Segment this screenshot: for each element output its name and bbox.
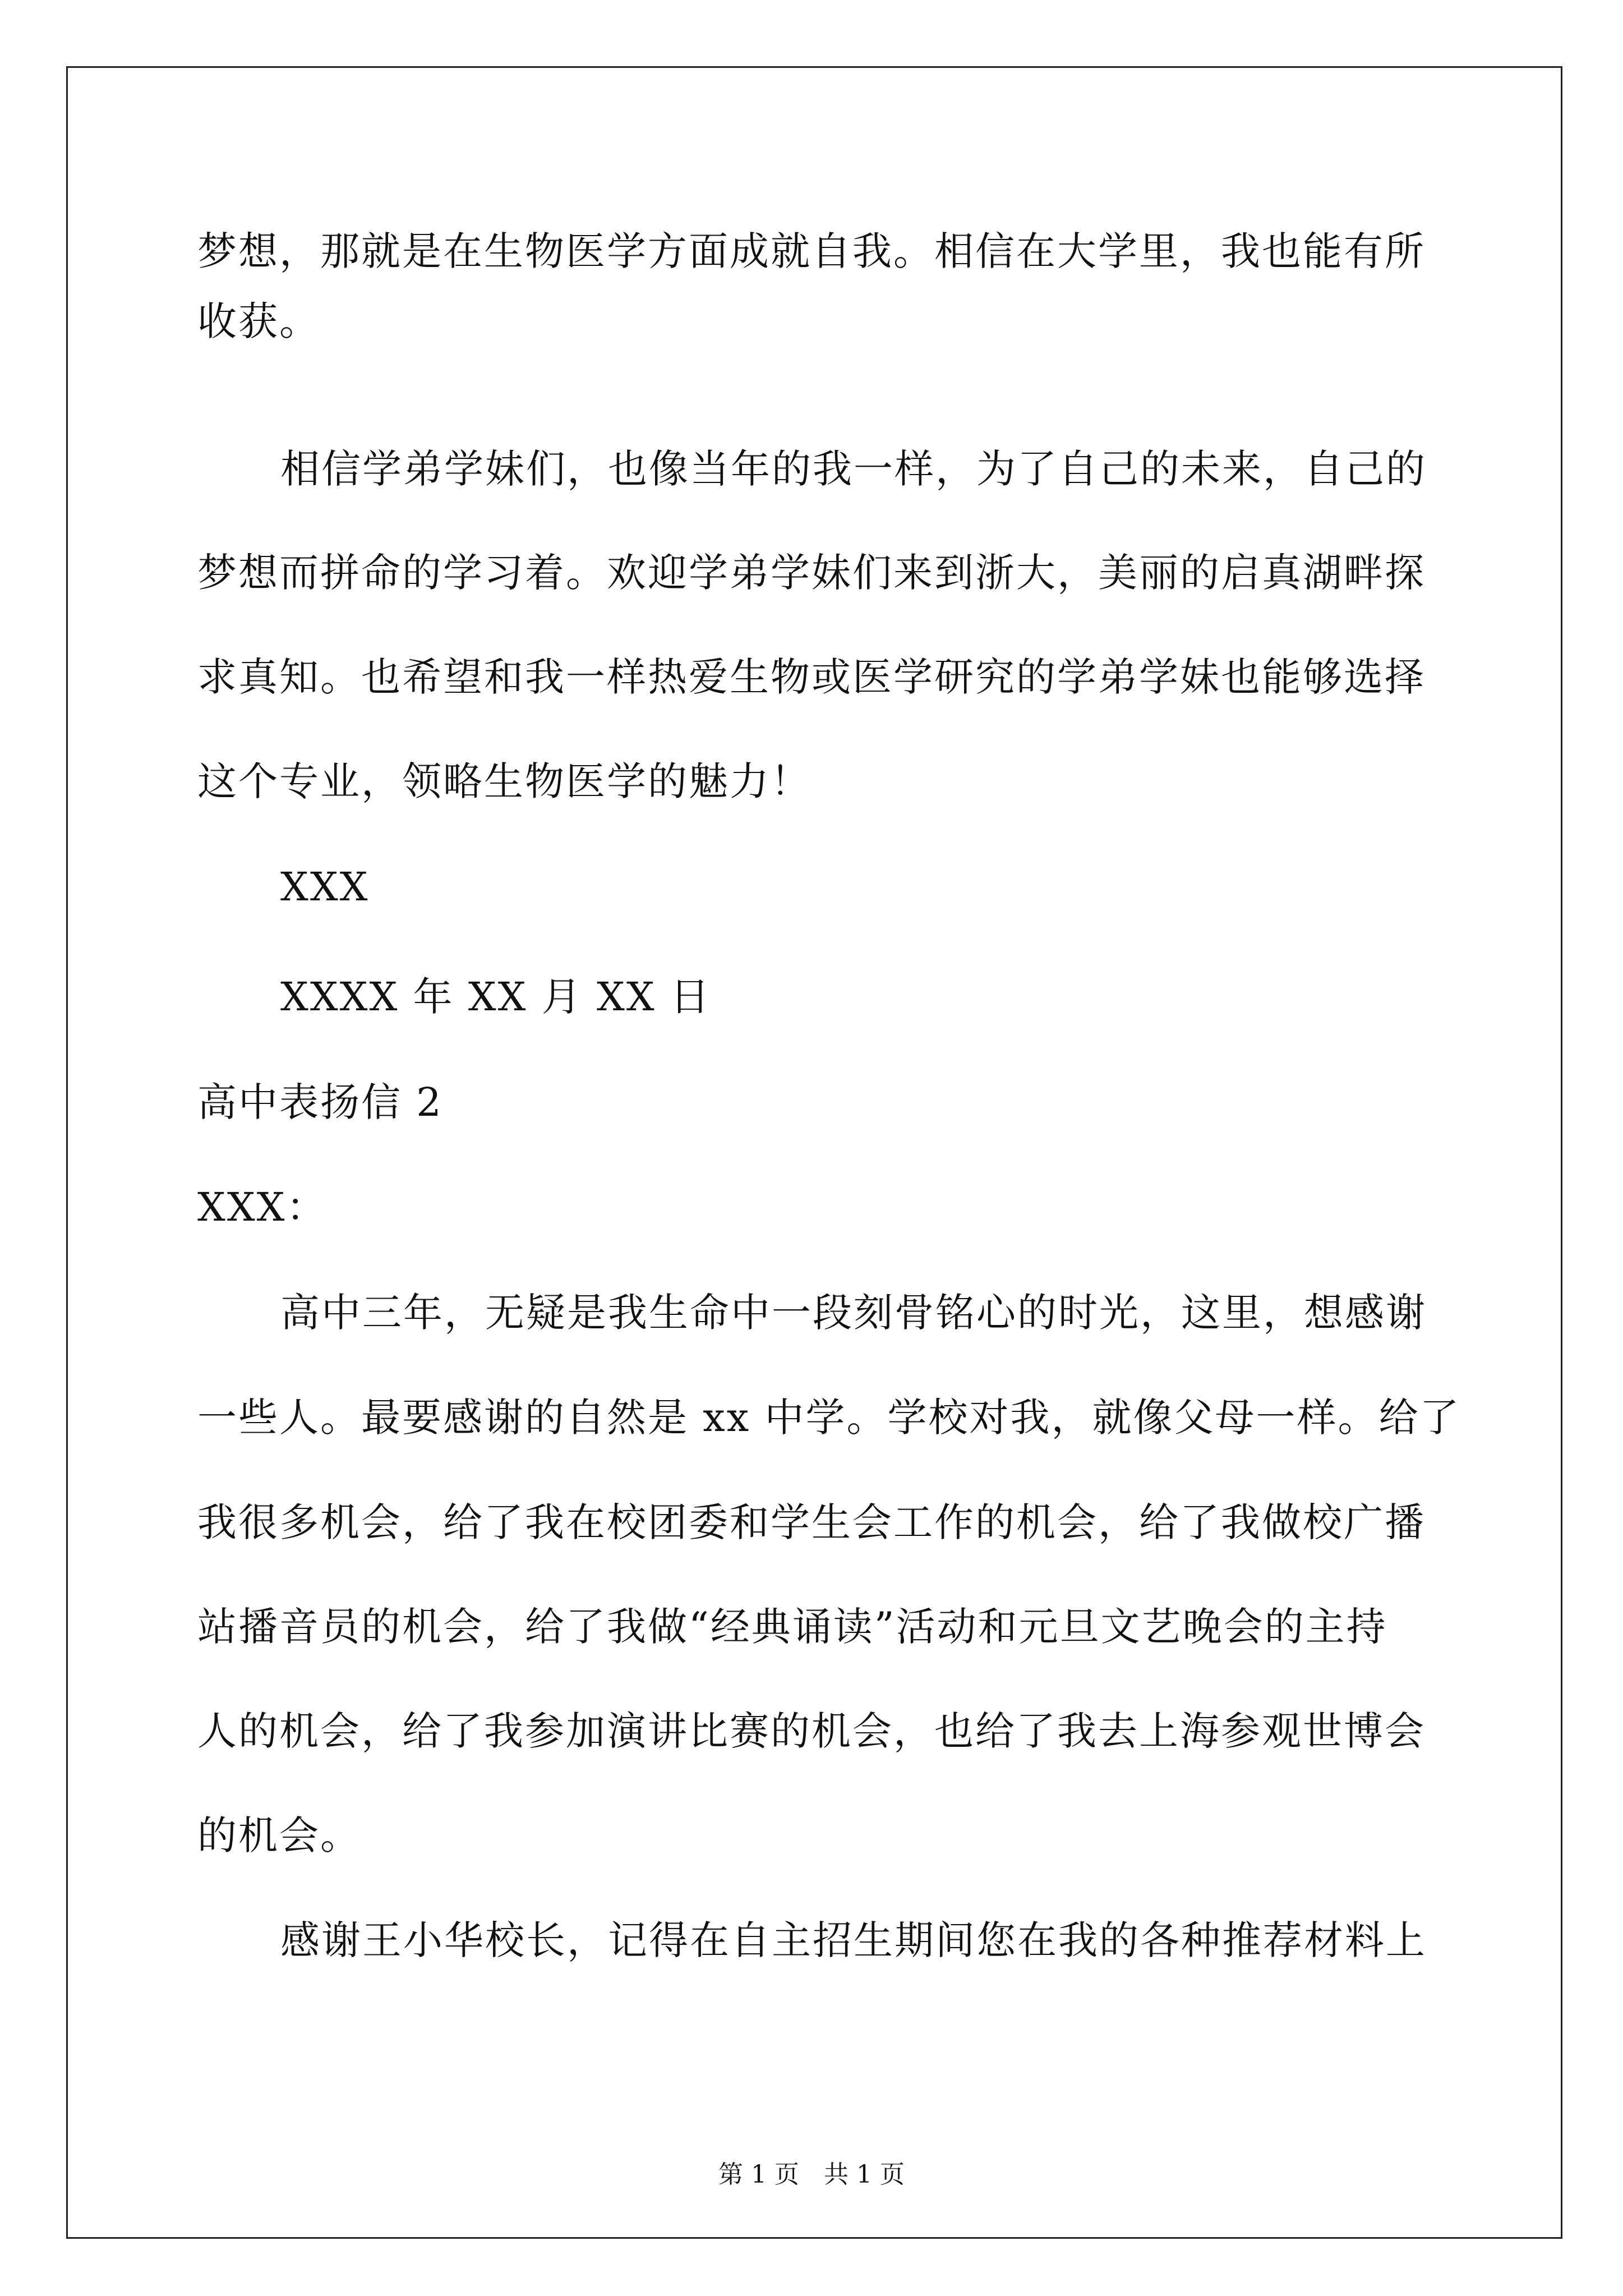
text-line: 一些人。最要感谢的自然是 xx 中学。学校对我，就像父母一样。给了 (197, 1395, 1461, 1441)
text-line: 感谢王小华校长，记得在自主招生期间您在我的各种推荐材料上 (280, 1917, 1427, 1963)
text-line: 站播音员的机会，给了我做“经典诵读”活动和元旦文艺晚会的主持 (197, 1604, 1387, 1650)
text-line: 高中三年，无疑是我生命中一段刻骨铭心的时光，这里，想感谢 (280, 1290, 1427, 1336)
text-line: 求真知。也希望和我一样热爱生物或医学研究的学弟学妹也能够选择 (197, 654, 1426, 700)
text-line: 人的机会，给了我参加演讲比赛的机会，也给了我去上海参观世博会 (197, 1708, 1426, 1754)
signature-name: XXX (280, 864, 370, 910)
text-line: 梦想而拼命的学习着。欢迎学弟学妹们来到浙大，美丽的启真湖畔探 (197, 550, 1426, 596)
page-footer: 第 1 页 共 1 页 (718, 2160, 905, 2189)
page-border (66, 66, 1562, 2239)
section-heading: 高中表扬信 2 (197, 1079, 443, 1125)
text-line: 的机会。 (197, 1812, 361, 1858)
text-line: 收获。 (197, 298, 320, 344)
signature-date: XXXX 年 XX 月 XX 日 (280, 974, 711, 1020)
text-line: 我很多机会，给了我在校团委和学生会工作的机会，给了我做校广播 (197, 1499, 1426, 1545)
salutation: XXX： (197, 1184, 328, 1230)
text-line: 这个专业，领略生物医学的魅力！ (197, 758, 811, 804)
text-line: 梦想，那就是在生物医学方面成就自我。相信在大学里，我也能有所 (197, 228, 1426, 274)
text-line: 相信学弟学妹们，也像当年的我一样，为了自己的未来，自己的 (280, 446, 1427, 492)
